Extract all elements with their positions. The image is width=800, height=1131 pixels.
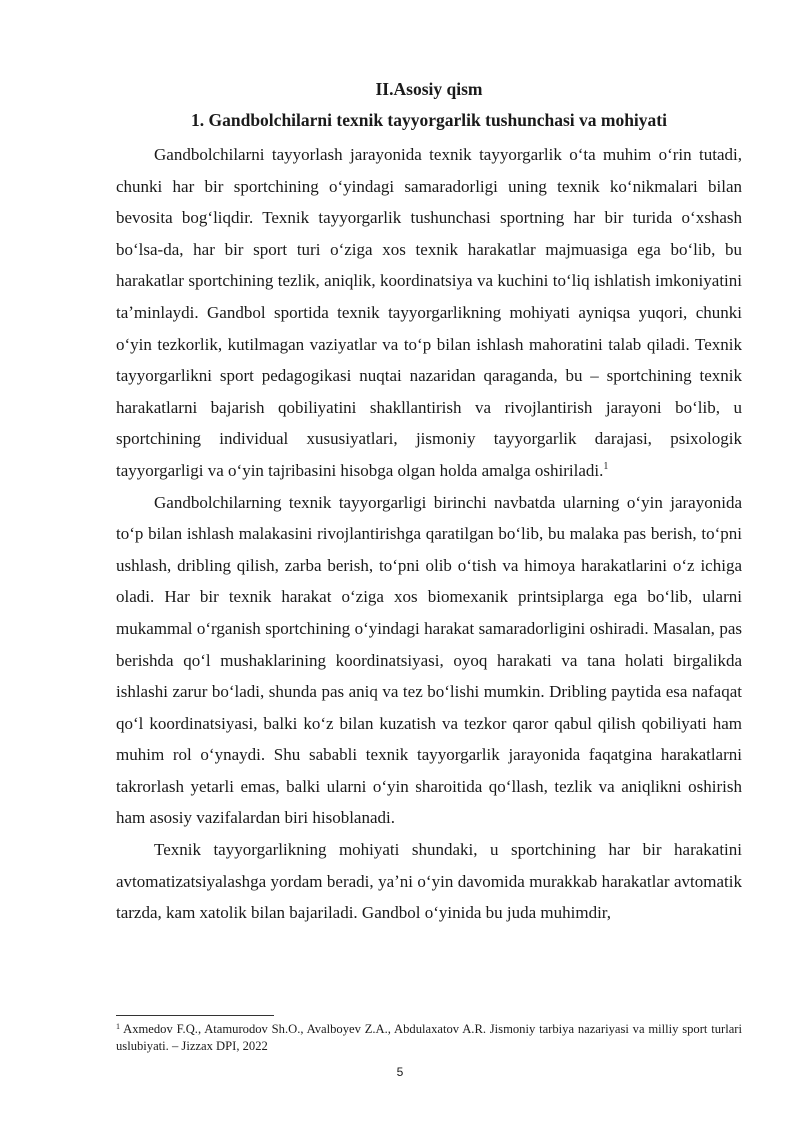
subsection-title: 1. Gandbolchilarni texnik tayyorgarlik tushunchasi va mohiyati (191, 110, 667, 130)
section-title: II.Asosiy qism (375, 79, 483, 99)
footnote (116, 1021, 742, 1055)
footnote-marker: 1 (116, 1022, 120, 1031)
footnote-text: Axmedov F.Q., Atamurodov Sh.O., Avalboyev Z.A., Abdulaxatov A.R. Jismoniy tarbiya nazariyasi va milliy sport turlari uslubiyati. – Jizzax DPI, 2022 (116, 1022, 742, 1053)
footnote-separator (116, 1015, 274, 1016)
paragraph-1 (116, 139, 742, 487)
paragraph-2: Gandbolchilarning texnik tayyorgarligi birinchi navbatda ularning oʻyin jarayonida toʻp bilan ishlash malakasini rivojlantirishga qaratilgan boʻlib, bu malaka pas berish, toʻpni ushlash, dribling qilish, zarba berish, toʻpni olib oʻtish va himoya harakatlarini oʻz ichiga oladi. Har bir texnik harakat oʻziga xos biomexanik printsiplarga ega boʻlib, ularni mukammal oʻrganish sportchining oʻyindagi harakat samaradorligini oshiradi. Masalan, pas berishda qoʻl mushaklarining koordinatsiyasi, oyoq harakati va tana holati birgalikda ishlashi zarur boʻladi, shunda pas aniq va tez boʻlishi mumkin. Dribling paytida esa nafaqat qoʻl koordinatsiyasi, balki koʻz bilan kuzatish va tezkor qaror qabul qilish qobiliyati ham muhim rol oʻynaydi. Shu sababli texnik tayyorgarlik jarayonida faqatgina harakatlarni takrorlash yetarli emas, balki ularni oʻyin sharoitida qoʻllash, tezlik va aniqlikni oshirish ham asosiy vazifalardan biri hisoblanadi. (116, 492, 742, 828)
paragraph-1-text: Gandbolchilarni tayyorlash jarayonida texnik tayyorgarlik oʻta muhim oʻrin tutadi, chunki har bir sportchining oʻyindagi samaradorligi uning texnik koʻnikmalari bilan bevosita bogʻliqdir. Texnik tayyorgarlik tushunchasi sportning har bir turida oʻxshash boʻlsa-da, har bir sport turi oʻziga xos texnik harakatlar majmuasiga ega boʻlib, bu harakatlar sportchining tezlik, aniqlik, koordinatsiya va kuchini toʻliq ishlatish imkoniyatini taʼminlaydi. Gandbol sportida texnik tayyorgarlikning mohiyati ayniqsa yuqori, chunki oʻyin tezkorlik, kutilmagan vaziyatlar va toʻp bilan ishlash mahoratini talab qiladi. Texnik tayyorgarlikni sport pedagogikasi nuqtai nazaridan qaraganda, bu – sportchining texnik harakatlarni bajarish qobiliyatini shakllantirish va rivojlantirish jarayoni boʻlib, u sportchining individual xususiyatlari, jismoniy tayyorgarlik darajasi, psixologik tayyorgarligi va oʻyin tajribasini hisobga olgan holda amalga oshiriladi. (116, 145, 742, 480)
body-text (116, 139, 742, 929)
paragraph-3: Texnik tayyorgarlikning mohiyati shundaki, u sportchining har bir harakatini avtomatizatsiyalashga yordam beradi, yaʼni oʻyin davomida murakkab harakatlar avtomatik tarzda, kam xatolik bilan bajariladi. Gandbol oʻyinida bu juda muhimdir, (116, 840, 742, 923)
footnote-reference[interactable]: 1 (603, 460, 609, 472)
page-number: 5 (396, 1065, 404, 1079)
